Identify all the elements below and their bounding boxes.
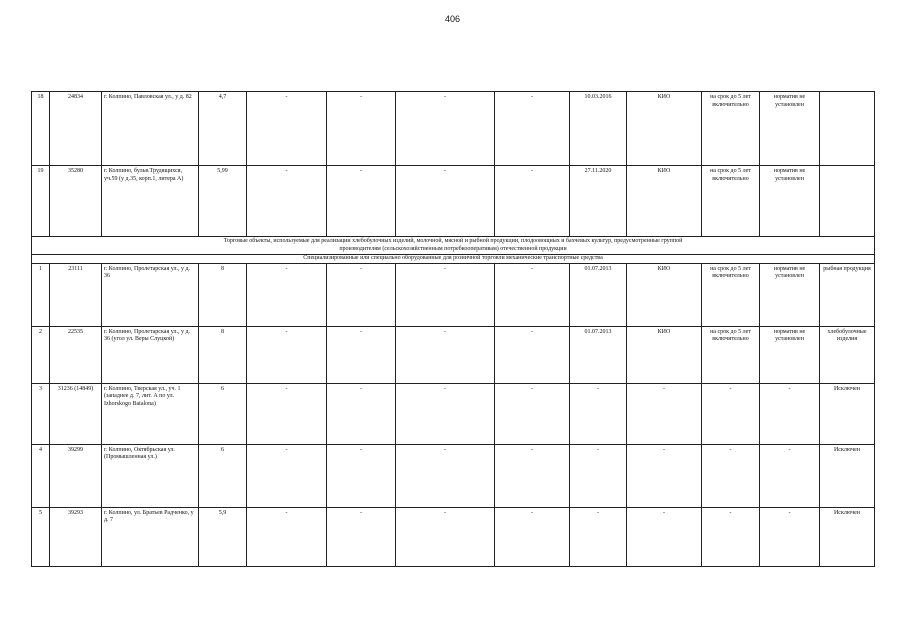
section-header-line: производителям (сельскохозяйственным потребкооперативам) отечественной продукции [339,245,567,252]
object-area: 5,9 [199,507,247,566]
section-header-line: Торговые объекты, используемые для реализации хлебобулочных изделий, молочной, мясной и рыбной продукции, плодоовощных и бахчевых культур, предусмотренные группой [223,238,683,244]
norm-cell: норматив не установлен [760,326,820,383]
object-id: 31236 (14849) [50,383,102,444]
row-number: 18 [32,92,50,166]
authority-cell: КИО [627,263,702,326]
date-cell: - [570,507,627,566]
authority-cell: КИО [627,92,702,166]
product-cell: Исключен [820,383,875,444]
norm-cell: - [760,383,820,444]
cell-dash: - [396,166,495,237]
norm-cell: норматив не установлен [760,263,820,326]
cell-dash: - [396,263,495,326]
term-cell: на срок до 5 лет включительно [702,166,760,237]
norm-cell: - [760,507,820,566]
cell-dash: - [327,383,396,444]
term-cell: - [702,444,760,507]
subsection-header-row [32,255,875,264]
cell-dash: - [247,444,327,507]
cell-dash: - [396,444,495,507]
object-address: г. Колпино, ул. Братьев Радченко, у д. 7 [102,507,199,566]
section-header [32,237,875,255]
authority-cell: КИО [627,326,702,383]
row-number: 4 [32,444,50,507]
cell-dash: - [495,444,570,507]
object-address: г. Колпино, Октябрьская ул. (Промышленная ул.) [102,444,199,507]
row-number: 19 [32,166,50,237]
date-cell: - [570,383,627,444]
term-cell: - [702,383,760,444]
cell-dash: - [495,383,570,444]
date-cell: 10.03.2016 [570,92,627,166]
object-address: г. Колпино, Пролетарская ул., у д. 36 [102,263,199,326]
product-cell: рыбная продукция [820,263,875,326]
page-number: 406 [444,14,461,24]
date-cell: - [570,444,627,507]
cell-dash: - [247,263,327,326]
row-number: 3 [32,383,50,444]
registry-table [31,91,875,567]
cell-dash: - [495,326,570,383]
cell-dash: - [495,507,570,566]
table-row [32,444,875,507]
norm-cell: - [760,444,820,507]
cell-dash: - [495,92,570,166]
table-row [32,166,875,237]
table-row [32,383,875,444]
term-cell: на срок до 5 лет включительно [702,326,760,383]
object-address: г. Колпино, Пролетарская ул., у д. 36 (угол ул. Веры Слуцкой) [102,326,199,383]
section-header-row [32,237,875,255]
object-id: 35280 [50,166,102,237]
term-cell: на срок до 5 лет включительно [702,92,760,166]
table-row [32,507,875,566]
authority-cell: КИО [627,166,702,237]
cell-dash: - [396,383,495,444]
subsection-header: Специализированные или специально оборудованные для розничной торговли механические транспортные средства [32,255,875,264]
cell-dash: - [396,326,495,383]
object-address: г. Колпино, Тверская ул., уч. 1 (западнее д. 7, лит. А по ул. Izhorskogo Batalona) [102,383,199,444]
norm-cell: норматив не установлен [760,166,820,237]
cell-dash: - [247,507,327,566]
object-id: 39299 [50,444,102,507]
object-area: 5,99 [199,166,247,237]
cell-dash: - [396,507,495,566]
cell-dash: - [495,166,570,237]
object-area: 6 [199,444,247,507]
object-id: 23111 [50,263,102,326]
date-cell: 27.11.2020 [570,166,627,237]
cell-dash: - [247,166,327,237]
cell-dash: - [327,507,396,566]
product-cell [820,166,875,237]
row-number: 5 [32,507,50,566]
cell-dash: - [327,444,396,507]
row-number: 1 [32,263,50,326]
object-id: 22535 [50,326,102,383]
product-cell [820,92,875,166]
object-area: 8 [199,326,247,383]
row-number: 2 [32,326,50,383]
product-cell: хлебобулочные изделия [820,326,875,383]
cell-dash: - [247,92,327,166]
term-cell: - [702,507,760,566]
object-address: г. Колпино, Павловская ул., у д. 82 [102,92,199,166]
table-row [32,263,875,326]
cell-dash: - [495,263,570,326]
object-address: г. Колпино, бульв.Трудящихся, уч.59 (у д.35, корп.1, литера А) [102,166,199,237]
object-id: 39293 [50,507,102,566]
object-area: 6 [199,383,247,444]
table-row [32,92,875,166]
cell-dash: - [327,92,396,166]
cell-dash: - [327,263,396,326]
date-cell: 01.07.2013 [570,326,627,383]
authority-cell: - [627,444,702,507]
date-cell: 01.07.2013 [570,263,627,326]
product-cell: Исключен [820,444,875,507]
cell-dash: - [396,92,495,166]
authority-cell: - [627,383,702,444]
cell-dash: - [327,166,396,237]
norm-cell: норматив не установлен [760,92,820,166]
object-id: 24834 [50,92,102,166]
object-area: 8 [199,263,247,326]
table-row [32,326,875,383]
cell-dash: - [247,326,327,383]
cell-dash: - [327,326,396,383]
object-area: 4,7 [199,92,247,166]
term-cell: на срок до 5 лет включительно [702,263,760,326]
product-cell: Исключен [820,507,875,566]
authority-cell: - [627,507,702,566]
cell-dash: - [247,383,327,444]
